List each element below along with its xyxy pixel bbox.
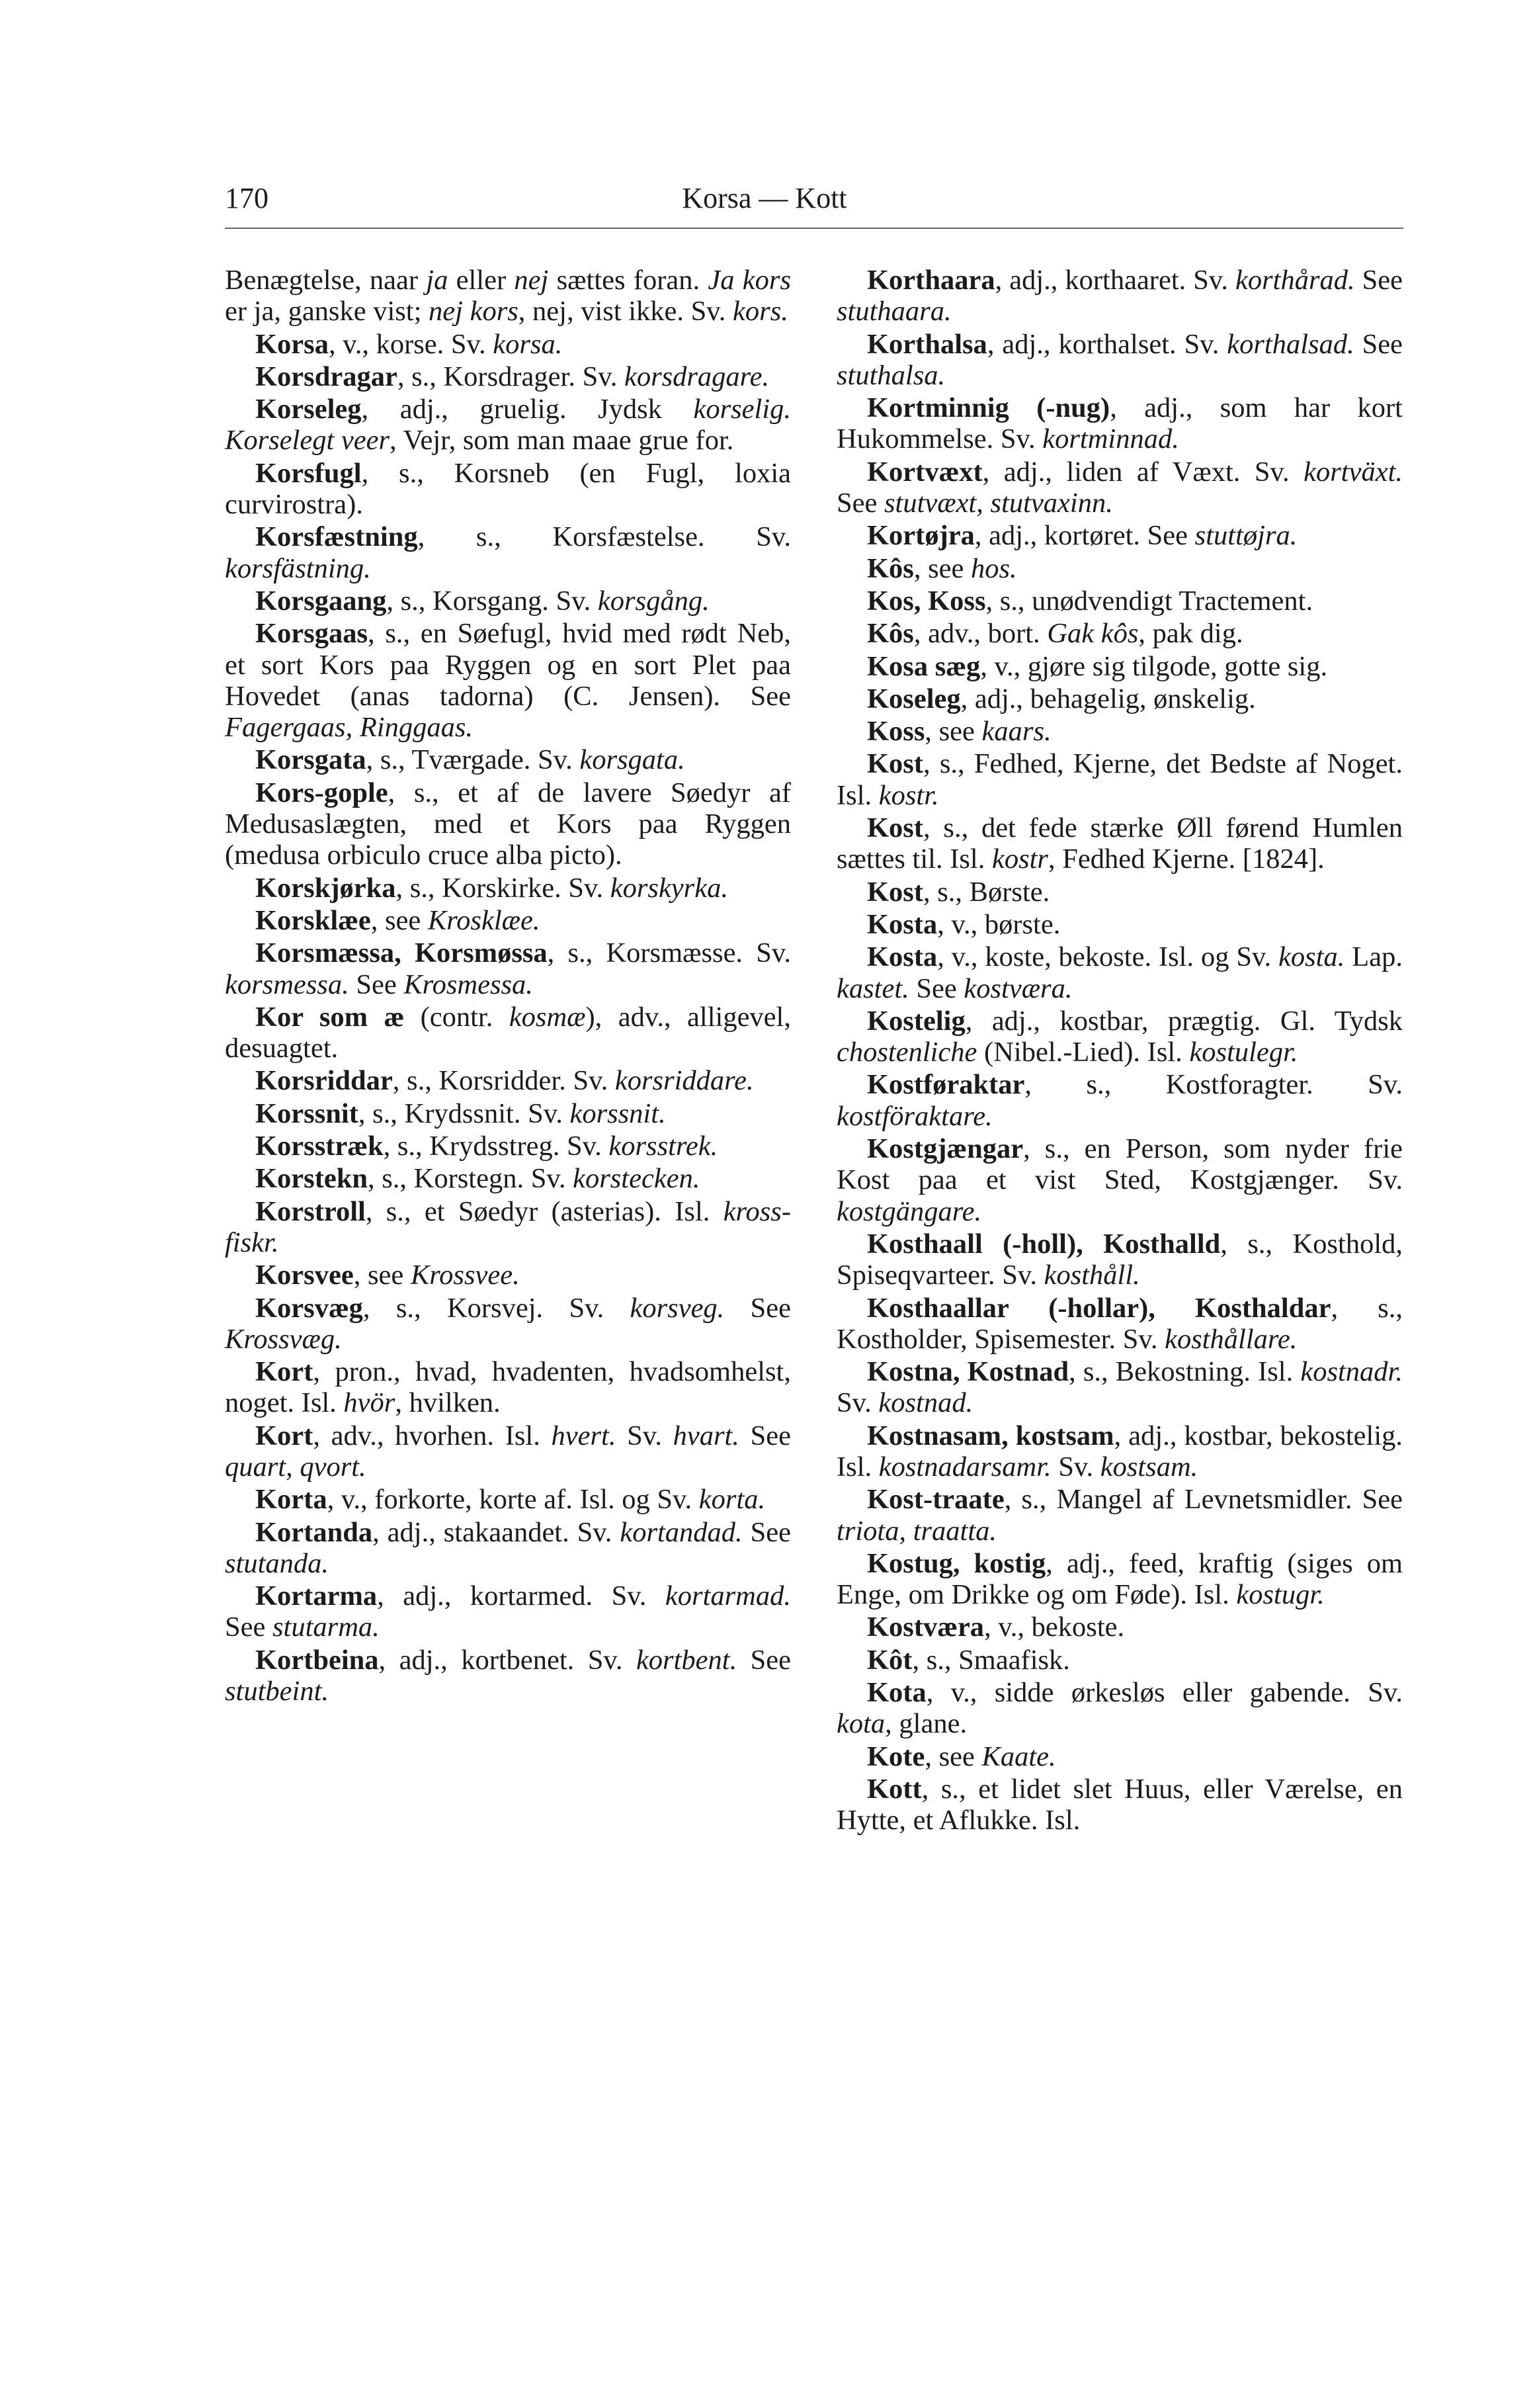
headword: Korssnit <box>255 1097 358 1129</box>
etymology-text: kosmæ <box>509 1001 586 1033</box>
dictionary-entry <box>225 873 791 904</box>
headword: Kortarma <box>255 1580 378 1612</box>
definition-text: , Vejr, som man maae grue for. <box>390 425 734 456</box>
definition-text: , s., Bekostning. Isl. <box>1069 1356 1301 1388</box>
etymology-text: Gak kôs <box>1047 618 1139 650</box>
definition-text: See <box>349 968 404 1000</box>
definition-text: , s., Mangel af Levnetsmidler. See <box>1004 1484 1403 1516</box>
definition-text: , s., Korsridder. Sv. <box>392 1065 615 1097</box>
definition-text: , adv., hvorhen. Isl. <box>313 1420 552 1451</box>
etymology-text: kosthållare. <box>1165 1323 1298 1355</box>
etymology-text: korskyrka. <box>610 872 728 904</box>
headword: Korsriddar <box>255 1065 393 1097</box>
etymology-text: korsa. <box>493 328 563 360</box>
definition-text: , s., Korsfæstelse. Sv. <box>417 521 791 553</box>
headword: Koss <box>867 716 925 748</box>
dictionary-entry <box>837 1293 1403 1355</box>
etymology-text: nej <box>514 265 549 296</box>
dictionary-entry <box>837 1006 1403 1068</box>
definition-text: , s., Korskirke. Sv. <box>395 872 610 904</box>
etymology-text: hos. <box>971 552 1017 584</box>
headword: Kost-traate <box>867 1484 1005 1516</box>
headword: Korta <box>255 1484 327 1516</box>
definition-text: See <box>742 1516 791 1548</box>
definition-text: , s., et Søedyr (asterias). Isl. <box>365 1195 723 1227</box>
etymology-text: Krosmessa. <box>403 968 533 1000</box>
dictionary-entry <box>225 265 791 327</box>
definition-text: Sv. <box>1051 1451 1100 1483</box>
definition-text: , s., en Person, som nyder frie Kost paa et vist Sted, Kostgjænger. Sv. <box>837 1133 1403 1196</box>
definition-text: , s., Fedhed, Kjerne, det Bedste af Noget. Isl. <box>837 748 1403 811</box>
headword: Korsgata <box>255 744 366 776</box>
definition-text: , adj., liden af Væxt. Sv. <box>982 456 1304 488</box>
headword: Kost <box>867 812 923 844</box>
etymology-text: kortväxt. <box>1303 456 1403 488</box>
definition-text: See <box>909 972 964 1004</box>
definition-text: , v., gjøre sig tilgode, gotte sig. <box>980 650 1328 682</box>
headword: Korthalsa <box>867 328 987 360</box>
dictionary-entry <box>225 585 791 617</box>
etymology-text: korta. <box>698 1484 766 1516</box>
etymology-text: kostværa. <box>964 972 1073 1004</box>
headword: Kostnasam, kostsam <box>867 1420 1114 1451</box>
etymology-text: Kaate. <box>981 1741 1056 1772</box>
headword: Kort <box>255 1420 313 1451</box>
dictionary-entry <box>225 618 791 743</box>
etymology-text: hvör <box>343 1387 395 1419</box>
definition-text: (Nibel.-Lied). Isl. <box>977 1037 1190 1068</box>
dictionary-entry <box>225 905 791 936</box>
headword: Kortminnig (-nug) <box>867 392 1110 424</box>
dictionary-entry <box>225 777 791 871</box>
dictionary-entry <box>837 941 1403 1004</box>
headword: Kost <box>867 876 923 908</box>
etymology-text: korselig. Korselegt veer <box>225 394 791 456</box>
definition-text: , adj., kortbenet. Sv. <box>378 1644 636 1676</box>
headword: Kosta <box>867 941 938 973</box>
headword: Korsstræk <box>255 1131 384 1162</box>
etymology-text: korsmessa. <box>225 968 349 1000</box>
headword: Korstekn <box>255 1163 368 1195</box>
etymology-text: kostföraktare. <box>837 1100 993 1132</box>
headword: Kostværa <box>867 1612 985 1643</box>
etymology-text: stutbeint. <box>225 1676 329 1707</box>
dictionary-entry <box>837 1677 1403 1740</box>
definition-text: , s., det fede stærke Øll førend Humlen sættes til. Isl. <box>837 812 1403 875</box>
headword: Kôt <box>867 1644 913 1676</box>
definition-text: , s., Krydssnit. Sv. <box>358 1097 570 1129</box>
etymology-text: kostnad. <box>878 1387 973 1419</box>
etymology-text: stutanda. <box>225 1547 329 1579</box>
dictionary-entry <box>225 1645 791 1707</box>
dictionary-entry <box>225 1580 791 1643</box>
headword: Kostføraktar <box>867 1069 1025 1101</box>
dictionary-entry <box>837 1069 1403 1132</box>
dictionary-entry <box>837 265 1403 327</box>
definition-text: , s., Tværgade. Sv. <box>366 744 580 776</box>
headword: Kostna, Kostnad <box>867 1356 1069 1388</box>
header-rule <box>225 228 1403 229</box>
dictionary-entry <box>225 458 791 521</box>
headword: Kote <box>867 1741 925 1772</box>
etymology-text: Krossvæg. <box>225 1323 342 1355</box>
headword: Korsfæstning <box>255 521 418 553</box>
definition-text: , see <box>353 1260 411 1291</box>
dictionary-entry <box>837 877 1403 908</box>
definition-text: , adj., kostbar, prægtig. Gl. Tydsk <box>965 1005 1403 1037</box>
headword: Kosthaall (-holl), Kosthalld <box>867 1228 1221 1260</box>
definition-text: , s., Korsmæsse. Sv. <box>547 937 792 969</box>
dictionary-entry <box>837 456 1403 519</box>
etymology-text: kostugr. <box>1236 1579 1325 1611</box>
definition-text: , s., Korsvej. Sv. <box>362 1292 630 1324</box>
definition-text: (contr. <box>404 1001 509 1033</box>
definition-text: , s., Krydsstreg. Sv. <box>383 1131 609 1162</box>
etymology-text: korsstrek. <box>608 1131 718 1162</box>
definition-text: , hvilken. <box>395 1387 501 1419</box>
headword: Kors-gople <box>255 777 388 808</box>
definition-text: See <box>737 1644 791 1676</box>
etymology-text: stuttøjra. <box>1194 520 1298 552</box>
etymology-text: kostnadr. <box>1300 1356 1403 1388</box>
etymology-text: kostr <box>991 843 1048 875</box>
definition-text: , nej, vist ikke. Sv. <box>518 296 733 327</box>
etymology-text: kortbent. <box>636 1644 737 1676</box>
definition-text: See <box>837 488 884 519</box>
definition-text: See <box>739 1420 791 1451</box>
etymology-text: kortandad. <box>620 1516 743 1548</box>
dictionary-entry <box>225 361 791 392</box>
headword: Kost <box>867 748 923 780</box>
dictionary-entry <box>837 1420 1403 1483</box>
etymology-text: stutarma. <box>272 1612 380 1643</box>
dictionary-entry <box>837 1612 1403 1643</box>
etymology-text: korsdragare. <box>624 361 770 392</box>
headword: Kostug, kostig <box>867 1547 1046 1579</box>
definition-text: , adj., korthalset. Sv. <box>987 328 1227 360</box>
definition-text: Sv. <box>837 1387 879 1419</box>
definition-text: , adj., behagelig, ønskelig. <box>960 683 1256 714</box>
definition-text: , s., Smaafisk. <box>912 1644 1070 1676</box>
dictionary-entry <box>225 1484 791 1515</box>
definition-text: , glane. <box>885 1708 968 1740</box>
dictionary-entry <box>837 1548 1403 1611</box>
etymology-text: hvert. <box>551 1420 616 1451</box>
dictionary-entry <box>837 1484 1403 1547</box>
definition-text: , adj., kortøret. See <box>974 520 1195 552</box>
headword: Kôs <box>867 618 914 650</box>
definition-text: , v., korse. Sv. <box>328 328 493 360</box>
dictionary-entry <box>837 520 1403 551</box>
definition-text: , adj., kostbar, bekostelig. Isl. <box>837 1420 1403 1483</box>
definition-text: See <box>1354 328 1403 360</box>
dictionary-entry <box>837 618 1403 649</box>
definition-text: , s., en Søefugl, hvid med rødt Neb, et sort Kors paa Ryggen og en sort Plet paa Hovedet (anas tadorna) (C. Jensen). See <box>225 618 791 712</box>
definition-text: , adv., bort. <box>913 618 1048 650</box>
etymology-text: stutvæxt, stutvaxinn. <box>884 488 1113 519</box>
etymology-text: triota, traatta. <box>837 1515 997 1547</box>
definition-text: Lap. <box>1344 941 1403 973</box>
definition-text: , adj., stakaandet. Sv. <box>372 1516 620 1548</box>
etymology-text: kota <box>837 1708 886 1740</box>
headword: Kort <box>255 1356 313 1388</box>
definition-text: Benægtelse, naar <box>225 265 427 296</box>
headword: Korsgaang <box>255 585 387 617</box>
dictionary-entry <box>837 651 1403 682</box>
dictionary-entry <box>837 909 1403 940</box>
running-head: Korsa — Kott <box>682 182 847 214</box>
definition-text: , adj., som har kort Hukommelse. Sv. <box>837 392 1403 455</box>
dictionary-entry <box>225 1163 791 1194</box>
etymology-text: kostgängare. <box>837 1195 982 1227</box>
headword: Kostgjængar <box>867 1133 1024 1165</box>
dictionary-entry <box>837 1645 1403 1676</box>
headword: Korthaara <box>867 265 995 296</box>
etymology-text: Ja kors <box>708 265 791 296</box>
headword: Korsvee <box>255 1260 354 1291</box>
headword: Korsmæssa, Korsmøssa <box>255 937 548 969</box>
definition-text: , s., Kostforagter. Sv. <box>1024 1069 1403 1101</box>
definition-text: , v., bekoste. <box>984 1612 1125 1643</box>
dictionary-entry <box>837 1356 1403 1419</box>
definition-text: , see <box>913 552 971 584</box>
etymology-text: Krosklæe. <box>427 904 540 936</box>
etymology-text: korsfästning. <box>225 552 371 584</box>
headword: Korsa <box>255 328 329 360</box>
etymology-text: kross-fiskr. <box>225 1195 791 1258</box>
headword: Kortøjra <box>867 520 975 552</box>
definition-text: , s., et lidet slet Huus, eller Værelse, en Hytte, et Aflukke. Isl. <box>837 1773 1403 1836</box>
etymology-text: stuthalsa. <box>837 359 946 391</box>
headword: Kostelig <box>867 1005 966 1037</box>
headword: Korsfugl <box>255 457 362 489</box>
definition-text: eller <box>448 265 515 296</box>
definition-text: , see <box>925 1741 982 1772</box>
dictionary-entry <box>837 1774 1403 1836</box>
definition-text: , s., Korsgang. Sv. <box>386 585 598 617</box>
definition-text: , see <box>370 904 428 936</box>
definition-text: , adj., feed, kraftig (siges om Enge, om Drikke og om Føde). Isl. <box>837 1547 1403 1611</box>
dictionary-entry <box>225 329 791 360</box>
etymology-text: kaars. <box>981 716 1052 748</box>
etymology-text: kostnadarsamr. <box>878 1451 1052 1483</box>
definition-text: , s., Kostholder, Spisemester. Sv. <box>837 1292 1403 1355</box>
dictionary-entry <box>837 1741 1403 1772</box>
etymology-text: Krossvee. <box>410 1260 520 1291</box>
etymology-text: Fagergaas, Ringgaas. <box>225 712 474 744</box>
headword: Koseleg <box>867 683 961 714</box>
etymology-text: kortminnad. <box>1042 423 1179 455</box>
definition-text: , s., unødvendigt Tractement. <box>985 585 1313 617</box>
headword: Kôs <box>867 552 914 584</box>
definition-text: , v., børste. <box>937 908 1061 940</box>
definition-text: , pak dig. <box>1138 618 1243 650</box>
definition-text: , v., sidde ørkesløs eller gabende. Sv. <box>926 1677 1403 1709</box>
dictionary-entry <box>225 1065 791 1096</box>
headword: Korsdragar <box>255 361 397 392</box>
dictionary-entry <box>225 744 791 775</box>
etymology-text: korsgång. <box>597 585 710 617</box>
left-column <box>225 265 791 1708</box>
headword: Kosta <box>867 908 938 940</box>
dictionary-entry <box>225 1260 791 1291</box>
dictionary-entry <box>837 683 1403 714</box>
etymology-text: korthalsad. <box>1227 328 1354 360</box>
etymology-text: korssnit. <box>569 1097 666 1129</box>
etymology-text: korsveg. <box>630 1292 725 1324</box>
dictionary-entry <box>837 716 1403 747</box>
dictionary-entry <box>225 937 791 1000</box>
etymology-text: kostr. <box>878 779 939 811</box>
definition-text: , s., Børste. <box>923 876 1050 908</box>
dictionary-entry <box>837 553 1403 584</box>
headword: Korsklæe <box>255 904 371 936</box>
dictionary-entry <box>225 1131 791 1162</box>
headword: Kott <box>867 1773 922 1805</box>
etymology-text: korthårad. <box>1235 265 1355 296</box>
etymology-text: kostsam. <box>1100 1451 1198 1483</box>
definition-text: , s., Korsneb (en Fugl, loxia curvirostra). <box>225 457 791 521</box>
dictionary-entry <box>225 521 791 584</box>
dictionary-entry <box>837 329 1403 392</box>
page-number: 170 <box>225 182 269 214</box>
headword: Korseleg <box>255 394 362 425</box>
etymology-text: korstecken. <box>573 1163 700 1195</box>
definition-text: , see <box>925 716 982 748</box>
etymology-text: quart, qvort. <box>225 1451 366 1483</box>
definition-text: , pron., hvad, hvadenten, hvadsomhelst, noget. Isl. <box>225 1356 791 1419</box>
dictionary-entry <box>225 1356 791 1419</box>
etymology-text: korsriddare. <box>614 1065 754 1097</box>
dictionary-entry <box>225 1098 791 1129</box>
dictionary-entry <box>225 1420 791 1483</box>
headword: Korsvæg <box>255 1292 363 1324</box>
headword: Kosthaallar (-hollar), Kosthaldar <box>867 1292 1331 1324</box>
etymology-text: kosthåll. <box>1044 1260 1140 1291</box>
definition-text: , Fedhed Kjerne. [1824]. <box>1048 843 1325 875</box>
dictionary-entry <box>225 1517 791 1580</box>
definition-text: Sv. <box>616 1420 673 1451</box>
right-column <box>837 265 1403 1838</box>
definition-text: See <box>724 1292 791 1324</box>
definition-text: See <box>1354 265 1403 296</box>
definition-text: er ja, ganske vist; <box>225 296 429 327</box>
definition-text: , s., Kosthold, Spiseqvarteer. Sv. <box>837 1228 1403 1291</box>
definition-text: , v., koste, bekoste. Isl. og Sv. <box>937 941 1279 973</box>
dictionary-entry <box>837 392 1403 455</box>
headword: Kota <box>867 1677 927 1709</box>
headword: Korstroll <box>255 1195 366 1227</box>
definition-text: , s., et af de lavere Søedyr af Medusaslægten, med et Kors paa Ryggen (medusa orbiculo cruce alba picto). <box>225 777 791 871</box>
dictionary-entry <box>837 812 1403 875</box>
headword: Kortanda <box>255 1516 373 1548</box>
dictionary-entry <box>225 1293 791 1355</box>
headword: Korsgaas <box>255 618 368 650</box>
headword: Kos, Koss <box>867 585 986 617</box>
etymology-text: kostulegr. <box>1189 1037 1298 1068</box>
dictionary-entry <box>837 748 1403 811</box>
etymology-text: chostenliche <box>837 1037 977 1068</box>
definition-text: , s., Korsdrager. Sv. <box>397 361 624 392</box>
etymology-text: kors. <box>733 296 788 327</box>
definition-text: See <box>225 1612 272 1643</box>
headword: Kosa sæg <box>867 650 981 682</box>
etymology-text: kortarmad. <box>665 1580 791 1612</box>
etymology-text: korsgata. <box>579 744 685 776</box>
definition-text: , adj., kortarmed. Sv. <box>377 1580 665 1612</box>
dictionary-entry <box>837 1228 1403 1291</box>
etymology-text: kastet. <box>837 972 909 1004</box>
definition-text: , adj., gruelig. Jydsk <box>361 394 694 425</box>
definition-text: sættes foran. <box>548 265 708 296</box>
dictionary-entry <box>837 585 1403 617</box>
dictionary-entry <box>225 1002 791 1064</box>
headword: Korskjørka <box>255 872 396 904</box>
dictionary-entry <box>837 1133 1403 1227</box>
headword: Kortbeina <box>255 1644 379 1676</box>
etymology-text: stuthaara. <box>837 296 952 327</box>
etymology-text: nej kors <box>429 296 518 327</box>
etymology-text: kosta. <box>1278 941 1345 973</box>
definition-text: , v., forkorte, korte af. Isl. og Sv. <box>327 1484 699 1516</box>
dictionary-entry <box>225 1196 791 1259</box>
definition-text: ), adv., alligevel, desuagtet. <box>225 1001 791 1064</box>
dictionary-entry <box>225 394 791 456</box>
headword: Kor som æ <box>255 1001 405 1033</box>
definition-text: , adj., korthaaret. Sv. <box>995 265 1236 296</box>
definition-text: , s., Korstegn. Sv. <box>368 1163 573 1195</box>
headword: Kortvæxt <box>867 456 983 488</box>
etymology-text: hvart. <box>673 1420 739 1451</box>
etymology-text: ja <box>426 265 448 296</box>
